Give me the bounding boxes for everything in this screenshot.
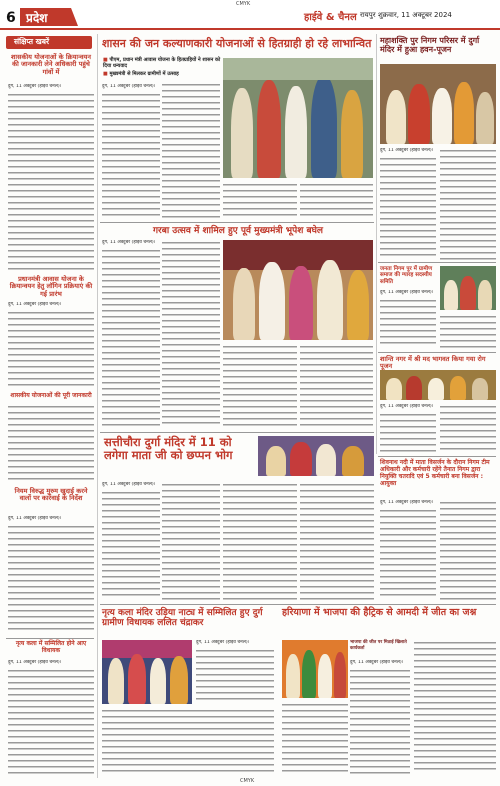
shivnath-dateline: दुर्ग, 11 अक्टूबर (हाईवे चैनल)। — [380, 500, 434, 505]
column-rule-left — [97, 34, 98, 778]
brief-story4-body — [8, 668, 94, 776]
garba-dateline: दुर्ग, 11 अक्टूबर (हाईवे चैनल)। — [102, 240, 156, 245]
garba-divider — [100, 222, 374, 223]
haryana-caption: भाजपा की जीत पर मिठाई खिलाते कार्यकर्ता — [350, 640, 407, 651]
lead-headline: शासन की जन कल्याणकारी योजनाओं से हितग्राही हो रहे लाभान्वित — [102, 37, 372, 50]
lead-body-col2 — [162, 82, 220, 218]
lead-dateline: दुर्ग, 11 अक्टूबर (हाईवे चैनल)। — [102, 84, 156, 89]
lead-bullet-2: मुख्यमंत्री से मिलकर ग्रामीणों में उत्साह — [109, 70, 179, 77]
brief-story1-headline: शासकीय योजनाओं के क्रियान्वयन की जानकारी लेने अधिकारी पहुंचे गांवों में — [11, 53, 91, 76]
shivnath-body-col2 — [440, 500, 496, 600]
dance-headline: नृत्य कला मंदिर उड़िया नाट्य में सम्मिलित हुए दुर्ग ग्रामीण विधायक ललित चंद्राकर — [102, 608, 263, 629]
shivnath-headline: शिवनाथ नदी में माता विसर्जन के दौरान निगम टीम अधिकारी और कर्मचारी रहेंगे तैनात निगम द्वारा नियुक्ति चतरादि एवं 5 कर्मचारी बना विसर्जन : आयुक्त — [380, 459, 490, 487]
cmyk-mark-top: CMYK — [236, 1, 251, 7]
brief-story4-headline: नृत्य कला में सम्मिलित होने आए विधायक — [15, 640, 87, 654]
haryana-dateline: दुर्ग, 11 अक्टूबर (हाईवे चैनल)। — [350, 660, 404, 665]
shanti-body-col2 — [440, 404, 496, 452]
satti-dateline: दुर्ग, 11 अक्टूबर (हाईवे चैनल)। — [102, 482, 156, 487]
brief-story2-body2 — [8, 404, 94, 484]
bottom-divider — [100, 604, 496, 605]
bullet-icon: ■ — [103, 57, 110, 63]
garba-headline: गरबा उत्सव में शामिल हुए पूर्व मुख्यमंत्री भूपेश बघेल — [152, 226, 324, 236]
satti-divider — [100, 432, 374, 433]
garba-body-col4 — [300, 344, 373, 428]
haryana-body-col3 — [414, 640, 496, 774]
masthead-city: रायपुर — [360, 11, 376, 19]
brief-story4-dateline: दुर्ग, 11 अक्टूबर (हाईवे चैनल)। — [8, 660, 62, 665]
page-number: 6 — [6, 10, 16, 26]
lead-body-col1 — [102, 92, 160, 218]
shanti-photo — [380, 370, 496, 400]
brief-story2-headline: प्रधानमंत्री आवास योजना के क्रियान्वयन हेतु लॉगिन प्रक्रियाएं की गई प्रारंभ — [9, 275, 93, 298]
right-top-photo — [380, 64, 496, 144]
lead-body-col4 — [300, 182, 373, 218]
garba-body-col1 — [102, 248, 160, 428]
dance-body-col1 — [102, 708, 274, 774]
right-top-headline: महाशक्ति पुर निगम परिसर में दुर्गा मंदिर में हुआ हवन-पूजन — [380, 36, 480, 55]
section-label: प्रदेश — [26, 11, 48, 25]
lead-body-col3 — [223, 182, 297, 218]
brief-story3-dateline: दुर्ग, 11 अक्टूबर (हाईवे चैनल)। — [8, 516, 62, 521]
satti-body-col1 — [102, 490, 160, 600]
satti-headline: सत्तीचौरा दुर्गा मंदिर में 11 को लगेगा माता जी को छप्पन भोग — [104, 435, 233, 463]
right-mid-headline: जनता निगम पुर में ग्रामीण समाज की ग्यारह सदस्यीय समिति — [380, 266, 433, 285]
lead-bullet-1: पीएम, प्रधान मंत्री आवास योजना के हितग्राहियों ने शासन को दिया धन्यवाद — [103, 57, 221, 69]
right-top-dateline: दुर्ग, 11 अक्टूबर (हाईवे चैनल)। — [380, 148, 434, 153]
garba-body-col3 — [223, 344, 297, 428]
lead-bullets — [103, 58, 221, 77]
dance-body-col2 — [196, 648, 274, 704]
garba-body-col2 — [162, 240, 220, 428]
satti-body-col4 — [300, 482, 374, 600]
satti-photo — [258, 436, 374, 476]
shanti-headline: शान्ति नगर में श्री मद भागवत किया गया रोग पूजन — [380, 355, 486, 371]
masthead: हाईवे & चैनल — [304, 12, 357, 23]
masthead-date: शुक्रवार, 11 अक्टूबर 2024 — [378, 11, 452, 19]
right-top-body-col1 — [380, 156, 436, 260]
brief-story3-body — [8, 524, 94, 634]
dance-photo — [102, 640, 192, 704]
shivnath-divider — [378, 456, 496, 457]
brief-label: संक्षिप्त खबरें — [14, 37, 50, 46]
column-rule-right — [376, 34, 377, 454]
bullet-icon: ■ — [103, 70, 110, 77]
shanti-body-col1 — [380, 412, 436, 452]
satti-body-col3 — [223, 482, 297, 600]
right-mid-body — [380, 298, 436, 348]
shanti-dateline: दुर्ग, 11 अक्टूबर (हाईवे चैनल)। — [380, 404, 434, 409]
haryana-photo — [282, 640, 348, 698]
right-top-body-col2 — [440, 148, 496, 260]
shanti-divider — [378, 352, 496, 353]
haryana-body-col2 — [350, 668, 410, 774]
dance-dateline: दुर्ग, 11 अक्टूबर (हाईवे चैनल)। — [196, 640, 250, 645]
brief-story2-body — [8, 310, 94, 390]
satti-body-col2 — [162, 482, 220, 600]
right-mid-photo — [440, 266, 496, 310]
haryana-headline: हरियाणा में भाजपा की हैट्रिक से आमदी में जीत का जश्न — [282, 607, 477, 618]
shivnath-body-col1 — [380, 508, 436, 600]
brief-story2-dateline: दुर्ग, 11 अक्टूबर (हाईवे चैनल)। — [8, 302, 62, 307]
brief-story1-dateline: दुर्ग, 11 अक्टूबर (हाईवे चैनल)। — [8, 84, 62, 89]
brief-divider — [6, 638, 94, 639]
brief-story3-headline: नियम विरुद्ध मुरुम खुदाई करने वालों पर कार्रवाई के निर्देश — [14, 487, 88, 503]
garba-photo — [223, 240, 373, 340]
brief-story2-subhead: शासकीय योजनाओं की पूरी जानकारी — [10, 392, 92, 399]
right-mid-body2 — [440, 314, 496, 348]
cmyk-mark-bottom: CMYK — [240, 778, 255, 784]
right-mid-dateline: दुर्ग, 11 अक्टूबर (हाईवे चैनल)। — [380, 290, 434, 295]
lead-photo — [223, 58, 373, 178]
brief-story1-body — [8, 92, 94, 272]
haryana-body-col1 — [282, 702, 348, 774]
right-mid-divider — [378, 262, 496, 263]
